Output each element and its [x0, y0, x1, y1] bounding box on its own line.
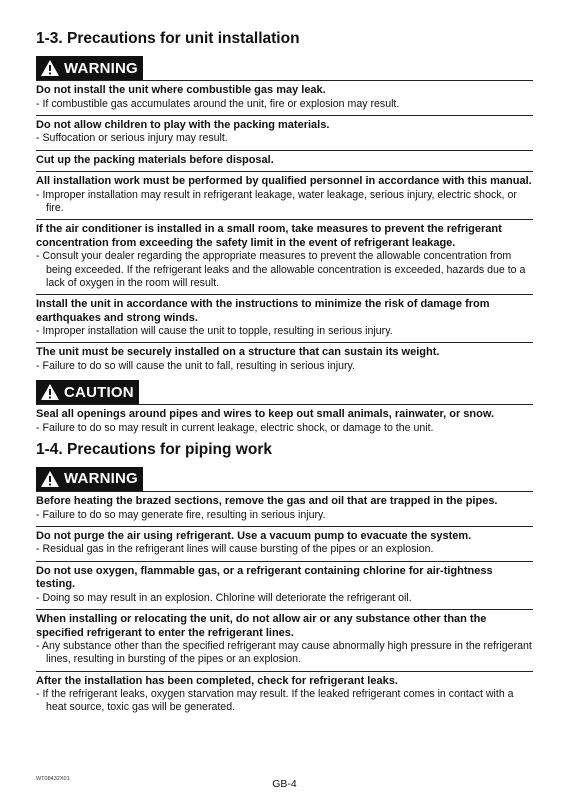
- precaution-detail: - Improper installation will cause the unit to topple, resulting in serious injury.: [36, 325, 533, 338]
- section-heading: 1-3. Precautions for unit installation: [36, 30, 300, 47]
- precaution-title: The unit must be securely installed on a structure that can sustain its weight.: [36, 346, 440, 359]
- precaution-detail: - Consult your dealer regarding the appropriate measures to prevent the allowable concentration from being exceeded. If the refrigerant leaks and the allowable concentration is exceeded, hazards due to a lack of oxygen in the room will result.: [36, 250, 533, 290]
- precaution-title: Cut up the packing materials before disposal.: [36, 153, 274, 166]
- precaution-detail: - If combustible gas accumulates around the unit, fire or explosion may result.: [36, 98, 533, 111]
- precaution-item: [36, 172, 533, 220]
- precaution-item: [36, 295, 533, 343]
- precaution-item: [36, 405, 533, 439]
- badge-label: WARNING: [64, 59, 138, 77]
- precaution-item: [36, 562, 533, 610]
- badge-label: CAUTION: [64, 383, 134, 401]
- precaution-detail: - If the refrigerant leaks, oxygen starvation may result. If the leaked refrigerant comes in contact with a heat source, toxic gas will be generated.: [36, 688, 533, 714]
- precaution-item: [36, 81, 533, 116]
- precaution-title: Before heating the brazed sections, remove the gas and oil that are trapped in the pipes.: [36, 494, 498, 507]
- page-number: GB-4: [272, 778, 297, 790]
- caution-header: [36, 377, 533, 405]
- precaution-title: Do not use oxygen, flammable gas, or a refrigerant containing chlorine for air-tightness testing.: [36, 564, 493, 591]
- document-code: WT08432X01: [36, 776, 70, 782]
- precaution-detail: - Failure to do so may generate fire, resulting in serious injury.: [36, 509, 533, 522]
- precaution-item: [36, 527, 533, 562]
- precaution-title: All installation work must be performed by qualified personnel in accordance with this manual.: [36, 175, 532, 188]
- caution-badge: [36, 380, 139, 404]
- badge-label: WARNING: [64, 470, 138, 488]
- warning-triangle-icon: [40, 59, 60, 77]
- warning-badge: [36, 56, 143, 80]
- precaution-detail: - Improper installation may result in refrigerant leakage, water leakage, serious injury, electric shock, or fire.: [36, 189, 533, 215]
- precaution-title: Install the unit in accordance with the instructions to minimize the risk of damage from earthquakes and strong winds.: [36, 297, 490, 324]
- precaution-detail: - Doing so may result in an explosion. Chlorine will deteriorate the refrigerant oil.: [36, 592, 533, 605]
- precaution-detail: - Suffocation or serious injury may result.: [36, 132, 533, 145]
- precaution-title: After the installation has been completed, check for refrigerant leaks.: [36, 674, 398, 687]
- precaution-item: [36, 343, 533, 377]
- precaution-detail: - Any substance other than the specified refrigerant may cause abnormally high pressure in the refrigerant lines, resulting in bursting of the pipes or an explosion.: [36, 640, 533, 666]
- precaution-item: [36, 610, 533, 672]
- warning-header: [36, 464, 533, 492]
- precaution-item: [36, 116, 533, 151]
- precaution-detail: - Residual gas in the refrigerant lines will cause bursting of the pipes or an explosion.: [36, 543, 533, 556]
- warning-triangle-icon: [40, 470, 60, 488]
- warning-badge: [36, 467, 143, 491]
- precaution-title: Seal all openings around pipes and wires to keep out small animals, rainwater, or snow.: [36, 408, 495, 421]
- precaution-item: [36, 220, 533, 295]
- warning-header: [36, 53, 533, 81]
- warning-triangle-icon: [40, 383, 60, 401]
- precaution-item: [36, 151, 533, 173]
- precaution-detail: - Failure to do so may result in current leakage, electric shock, or damage to the unit.: [36, 422, 533, 435]
- precaution-item: [36, 492, 533, 527]
- precaution-title: Do not install the unit where combustible gas may leak.: [36, 84, 326, 96]
- section-heading: 1-4. Precautions for piping work: [36, 440, 272, 458]
- precaution-title: If the air conditioner is installed in a small room, take measures to prevent the refrigerant concentration from exceeding the safety limit in the event of refrigerant leakage.: [36, 223, 502, 249]
- precaution-item: [36, 672, 533, 719]
- precaution-detail: - Failure to do so will cause the unit to fall, resulting in serious injury.: [36, 360, 533, 373]
- precaution-title: Do not purge the air using refrigerant. Use a vacuum pump to evacuate the system.: [36, 529, 472, 542]
- precaution-title: When installing or relocating the unit, do not allow air or any substance other than the specified refrigerant to enter the refrigerant lines.: [36, 612, 487, 639]
- manual-page: [36, 30, 533, 719]
- precaution-title: Do not allow children to play with the packing materials.: [36, 118, 330, 131]
